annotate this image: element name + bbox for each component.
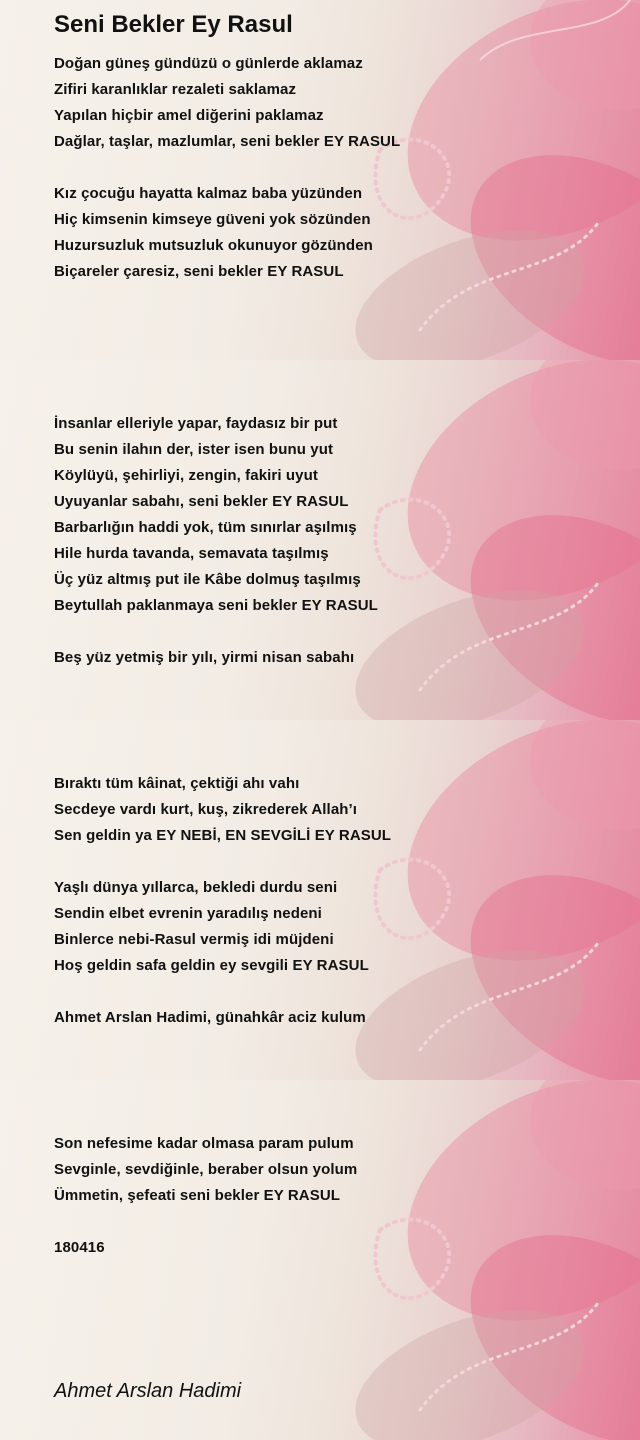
poem-line: Uyuyanlar sabahı, seni bekler EY RASUL	[54, 493, 349, 510]
poem-line: Ümmetin, şefeati seni bekler EY RASUL	[54, 1187, 341, 1204]
poem-line: Sendin elbet evrenin yaradılış nedeni	[54, 905, 322, 922]
poem-line: Son nefesime kadar olmasa param pulum	[54, 1135, 354, 1152]
poem-line: Biçareler çaresiz, seni bekler EY RASUL	[54, 263, 344, 280]
poem-line: Bıraktı tüm kâinat, çektiği ahı vahı	[54, 775, 300, 792]
poem-line: Dağlar, taşlar, mazlumlar, seni bekler EY RASUL	[54, 133, 401, 150]
poem-line: Hoş geldin safa geldin ey sevgili EY RASUL	[54, 957, 369, 974]
poem-line: Sen geldin ya EY NEBİ, EN SEVGİLİ EY RASUL	[54, 827, 392, 844]
poem-line: Üç yüz altmış put ile Kâbe dolmuş taşılmış	[54, 571, 361, 588]
poem-line: Beytullah paklanmaya seni bekler EY RASUL	[54, 597, 378, 614]
poem-line: Zifiri karanlıklar rezaleti saklamaz	[54, 81, 297, 98]
poem-line: Doğan güneş gündüzü o günlerde aklamaz	[54, 55, 363, 72]
poem-line: İnsanlar elleriyle yapar, faydasız bir put	[54, 415, 338, 432]
poem-line: Huzursuzluk mutsuzluk okunuyor gözünden	[54, 237, 373, 254]
poem-container	[54, 0, 624, 1440]
poem-line: 180416	[54, 1239, 105, 1256]
poem-line: Beş yüz yetmiş bir yılı, yirmi nisan sabahı	[54, 649, 355, 666]
poem-line: Ahmet Arslan Hadimi, günahkâr aciz kulum	[54, 1009, 366, 1026]
poem-line: Hiç kimsenin kimseye güveni yok sözünden	[54, 211, 371, 228]
poem-line: Barbarlığın haddi yok, tüm sınırlar aşılmış	[54, 519, 357, 536]
poem-line: Yapılan hiçbir amel diğerini paklamaz	[54, 107, 324, 124]
poem-line: Köylüyü, şehirliyi, zengin, fakiri uyut	[54, 467, 318, 484]
poem-line: Sevginle, sevdiğinle, beraber olsun yolum	[54, 1161, 358, 1178]
poem-line: Hile hurda tavanda, semavata taşılmış	[54, 545, 329, 562]
poem-line: Kız çocuğu hayatta kalmaz baba yüzünden	[54, 185, 363, 202]
poem-line: Yaşlı dünya yıllarca, bekledi durdu seni	[54, 879, 338, 896]
poem-author: Ahmet Arslan Hadimi	[54, 1380, 242, 1402]
poem-title: Seni Bekler Ey Rasul	[54, 11, 293, 38]
poem-line: Secdeye vardı kurt, kuş, zikrederek Allah’ı	[54, 801, 358, 818]
poem-line: Binlerce nebi-Rasul vermiş idi müjdeni	[54, 931, 334, 948]
poem-line: Bu senin ilahın der, ister isen bunu yut	[54, 441, 334, 458]
